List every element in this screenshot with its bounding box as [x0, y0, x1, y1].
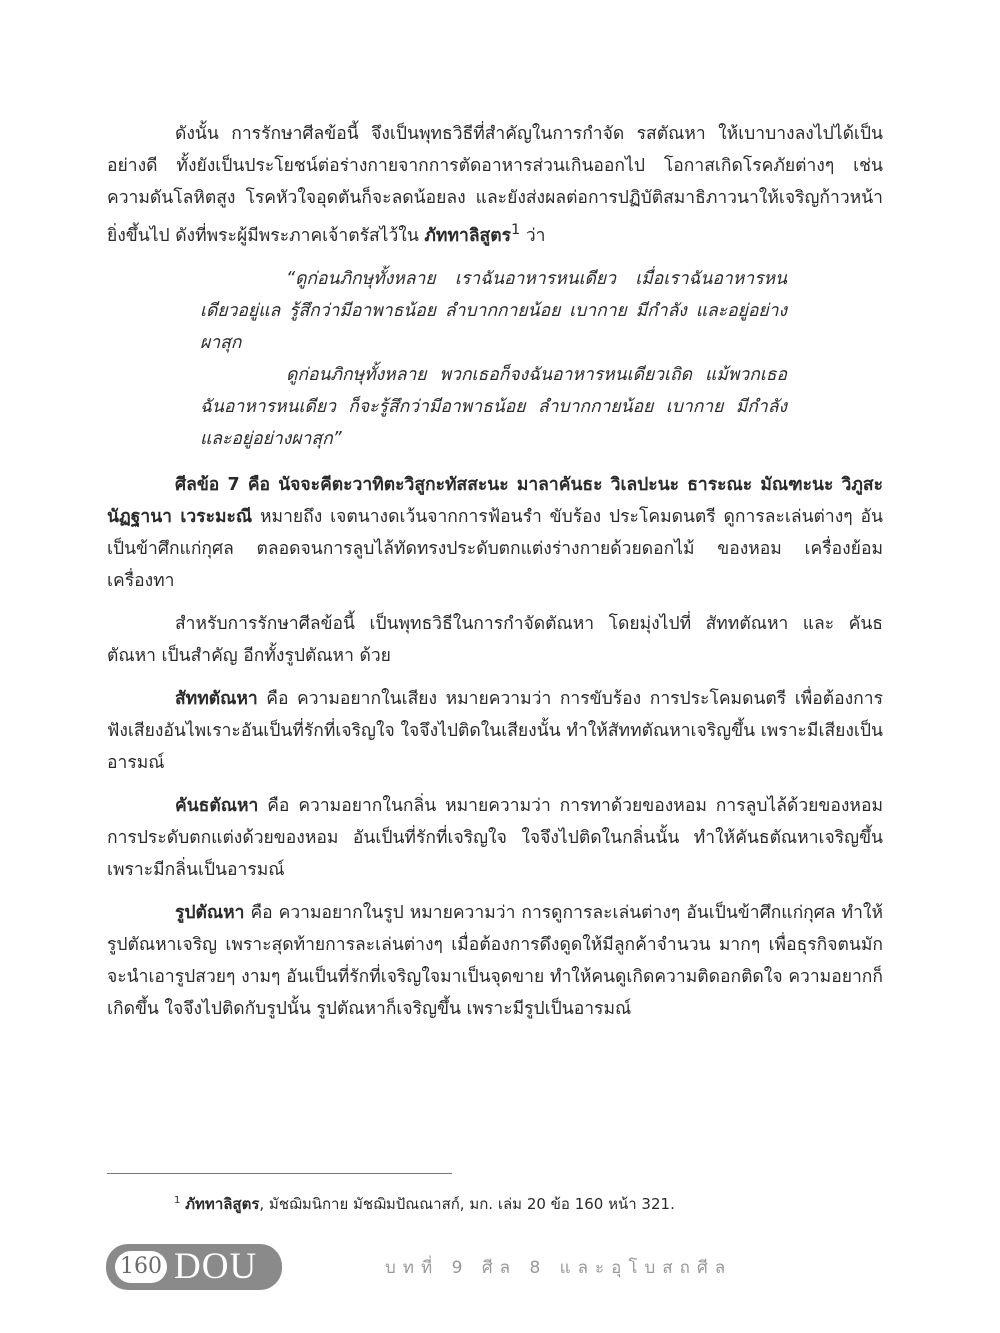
term-rupa-tanha: รูปตัณหา — [175, 902, 245, 923]
page-number: 160 — [115, 1251, 167, 1283]
paragraph-text: หมายถึง เจตนางดเว้นจากการฟ้อนรำ ขับร้อง ประโคมดนตรี ดูการละเล่นต่างๆ อันเป็นข้าศึกแก่กุศล ตลอดจนการลูบไล้ทัดทรงประดับตกแต่งร่างกายด้วยดอกไม้ ของหอม เครื่องย้อม เครื่องทา — [107, 506, 883, 591]
footnote-divider — [107, 1173, 452, 1174]
page-body — [107, 118, 883, 1036]
page-badge — [106, 1244, 282, 1290]
footnote-text: , มัชฌิมนิกาย มัชฌิมปัณณาสก์, มก. เล่ม 20 ข้อ 160 หน้า 321. — [259, 1195, 675, 1213]
precept-title: ศีลข้อ 7 คือ นัจจะคีตะวาทิตะวิสูกะทัสสะนะ มาลาคันธะ วิเลปะนะ ธาระณะ มัณฑะนะ วิภูสะนัฏฐานา เวระมะณี — [107, 474, 883, 527]
paragraph-2 — [107, 469, 883, 597]
paragraph-3: สำหรับการรักษาศีลข้อนี้ เป็นพุทธวิธีในการกำจัดตัณหา โดยมุ่งไปที่ สัททตัณหา และ คันธตัณหา เป็นสำคัญ อีกทั้งรูปตัณหา ด้วย — [107, 613, 883, 666]
brand-logo: DOU — [174, 1246, 258, 1287]
paragraph-text-end: ว่า — [520, 225, 546, 246]
term-gandha-tanha: คันธตัณหา — [175, 795, 259, 816]
quote-paragraph-1: “ดูก่อนภิกษุทั้งหลาย เราฉันอาหารหนเดียว เมื่อเราฉันอาหารหนเดียวอยู่แล รู้สึกว่ามีอาพาธน้อย ลำบากกายน้อย เบากาย มีกำลัง และอยู่อย่างผาสุก — [200, 268, 787, 353]
quotation-block — [107, 263, 883, 455]
sutta-name: ภัททาลิสูตร — [424, 225, 511, 246]
paragraph-5 — [107, 790, 883, 886]
footnote-title: ภัททาลิสูตร — [185, 1195, 260, 1213]
paragraph-1 — [107, 118, 883, 252]
paragraph-6 — [107, 897, 883, 1025]
quote-paragraph-2: ดูก่อนภิกษุทั้งหลาย พวกเธอก็จงฉันอาหารหนเดียวเถิด แม้พวกเธอฉันอาหารหนเดียว ก็จะรู้สึกว่ามีอาพาธน้อย ลำบากกายน้อย เบากาย มีกำลัง และอยู่อย่างผาสุก” — [200, 364, 787, 449]
footnote-number: 1 — [174, 1195, 181, 1206]
chapter-title: บทที่ 9 ศีล 8 และอุโบสถศีล — [385, 1258, 733, 1278]
paragraph-text: ดังนั้น การรักษาศีลข้อนี้ จึงเป็นพุทธวิธีที่สำคัญในการกำจัด รสตัณหา ให้เบาบางลงไปได้เป็นอย่างดี ทั้งยังเป็นประโยชน์ต่อร่างกายจากการตัดอาหารส่วนเกินออกไป โอกาสเกิดโรคภัยต่างๆ เช่น ความดันโลหิตสูง โรคหัวใจอุดตันก็จะลดน้อยลง และยังส่งผลต่อการปฏิบัติสมาธิภาวนาให้เจริญก้าวหน้ายิ่งขึ้นไป ดังที่พระผู้มีพระภาคเจ้าตรัสไว้ใน — [107, 124, 883, 246]
term-sadda-tanha: สัททตัณหา — [175, 688, 258, 709]
paragraph-text: คือ ความอยากในกลิ่น หมายความว่า การทาด้วยของหอม การลูบไล้ด้วยของหอม การประดับตกแต่งด้วยของหอม อันเป็นที่รักที่เจริญใจ ใจจึงไปติดในกลิ่นนั้น ทำให้คันธตัณหาเจริญขึ้น เพราะมีกลิ่นเป็นอารมณ์ — [107, 795, 883, 880]
paragraph-4 — [107, 683, 883, 779]
footnote-ref[interactable]: 1 — [511, 221, 521, 238]
paragraph-text: คือ ความอยากในเสียง หมายความว่า การขับร้อง การประโคมดนตรี เพื่อต้องการฟังเสียงอันไพเราะอันเป็นที่รักที่เจริญใจ ใจจึงไปติดในเสียงนั้น ทำให้สัททตัณหาเจริญขึ้น เพราะมีเสียงเป็นอารมณ์ — [107, 688, 883, 773]
footnote — [174, 1190, 675, 1215]
paragraph-text: คือ ความอยากในรูป หมายความว่า การดูการละเล่นต่างๆ อันเป็นข้าศึกแก่กุศล ทำให้รูปตัณหาเจริญ เพราะสุดท้ายการละเล่นต่างๆ เมื่อต้องการดึงดูดให้มีลูกค้าจำนวน มากๆ เพื่อธุรกิจตนมักจะนำเอารูปสวยๆ งามๆ อันเป็นที่รักที่เจริญใจมาเป็นจุดขาย ทำให้คนดูเกิดความติดอกติดใจ ความอยากก็เกิดขึ้น ใจจึงไปติดกับรูปนั้น รูปตัณหาก็เจริญขึ้น เพราะมีรูปเป็นอารมณ์ — [107, 902, 883, 1019]
